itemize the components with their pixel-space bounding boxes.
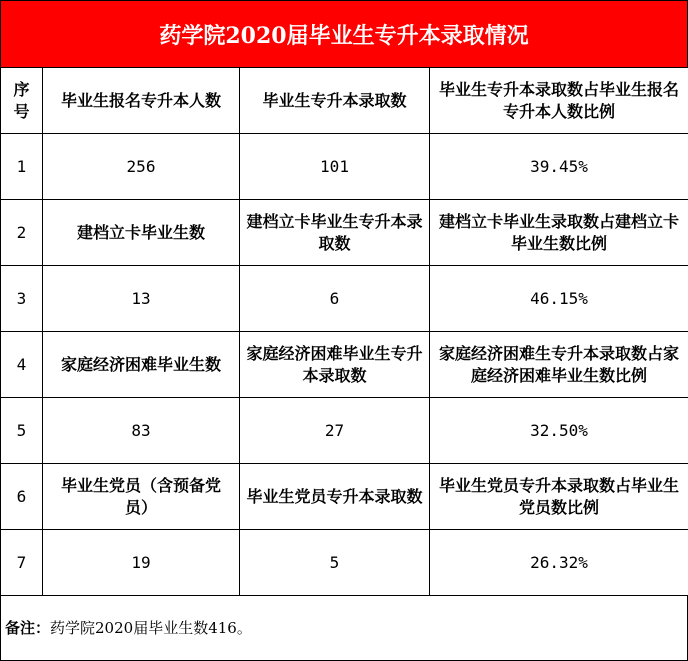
table-row (1, 464, 688, 530)
table-header-row (1, 68, 688, 134)
header-ratio: 毕业生专升本录取数占毕业生报名专升本人数比例 (430, 68, 688, 134)
cell-label: 建档立卡毕业生录取数占建档立卡毕业生数比例 (430, 200, 688, 266)
row-seq: 6 (1, 464, 43, 530)
table-row (1, 398, 688, 464)
row-seq: 3 (1, 266, 43, 332)
cell-label: 家庭经济困难毕业生数 (43, 332, 240, 398)
cell-value: 256 (43, 134, 240, 200)
table-row (1, 200, 688, 266)
cell-value: 32.50% (430, 398, 688, 464)
header-applicants: 毕业生报名专升本人数 (43, 68, 240, 134)
admission-table (0, 67, 688, 596)
cell-value: 26.32% (430, 530, 688, 596)
cell-label: 建档立卡毕业生数 (43, 200, 240, 266)
cell-label: 建档立卡毕业生专升本录取数 (240, 200, 430, 266)
table-row (1, 266, 688, 332)
cell-label: 毕业生党员专升本录取数占毕业生党员数比例 (430, 464, 688, 530)
cell-value: 19 (43, 530, 240, 596)
cell-label: 毕业生党员（含预备党员） (43, 464, 240, 530)
row-seq: 2 (1, 200, 43, 266)
footer-note (0, 595, 688, 661)
cell-value: 83 (43, 398, 240, 464)
row-seq: 5 (1, 398, 43, 464)
table-row (1, 134, 688, 200)
table-row (1, 530, 688, 596)
cell-label: 家庭经济困难生专升本录取数占家庭经济困难毕业生数比例 (430, 332, 688, 398)
cell-value: 101 (240, 134, 430, 200)
cell-value: 39.45% (430, 134, 688, 200)
table-row (1, 332, 688, 398)
row-seq: 4 (1, 332, 43, 398)
cell-label: 毕业生党员专升本录取数 (240, 464, 430, 530)
header-seq: 序号 (1, 68, 43, 134)
cell-value: 13 (43, 266, 240, 332)
header-admitted: 毕业生专升本录取数 (240, 68, 430, 134)
cell-value: 5 (240, 530, 430, 596)
row-seq: 1 (1, 134, 43, 200)
page-title: 药学院2020届毕业生专升本录取情况 (0, 0, 688, 68)
footer-text: 药学院2020届毕业生数416。 (50, 619, 252, 637)
row-seq: 7 (1, 530, 43, 596)
cell-value: 6 (240, 266, 430, 332)
cell-value: 46.15% (430, 266, 688, 332)
cell-value: 27 (240, 398, 430, 464)
cell-label: 家庭经济困难毕业生专升本录取数 (240, 332, 430, 398)
footer-label: 备注： (5, 619, 51, 637)
